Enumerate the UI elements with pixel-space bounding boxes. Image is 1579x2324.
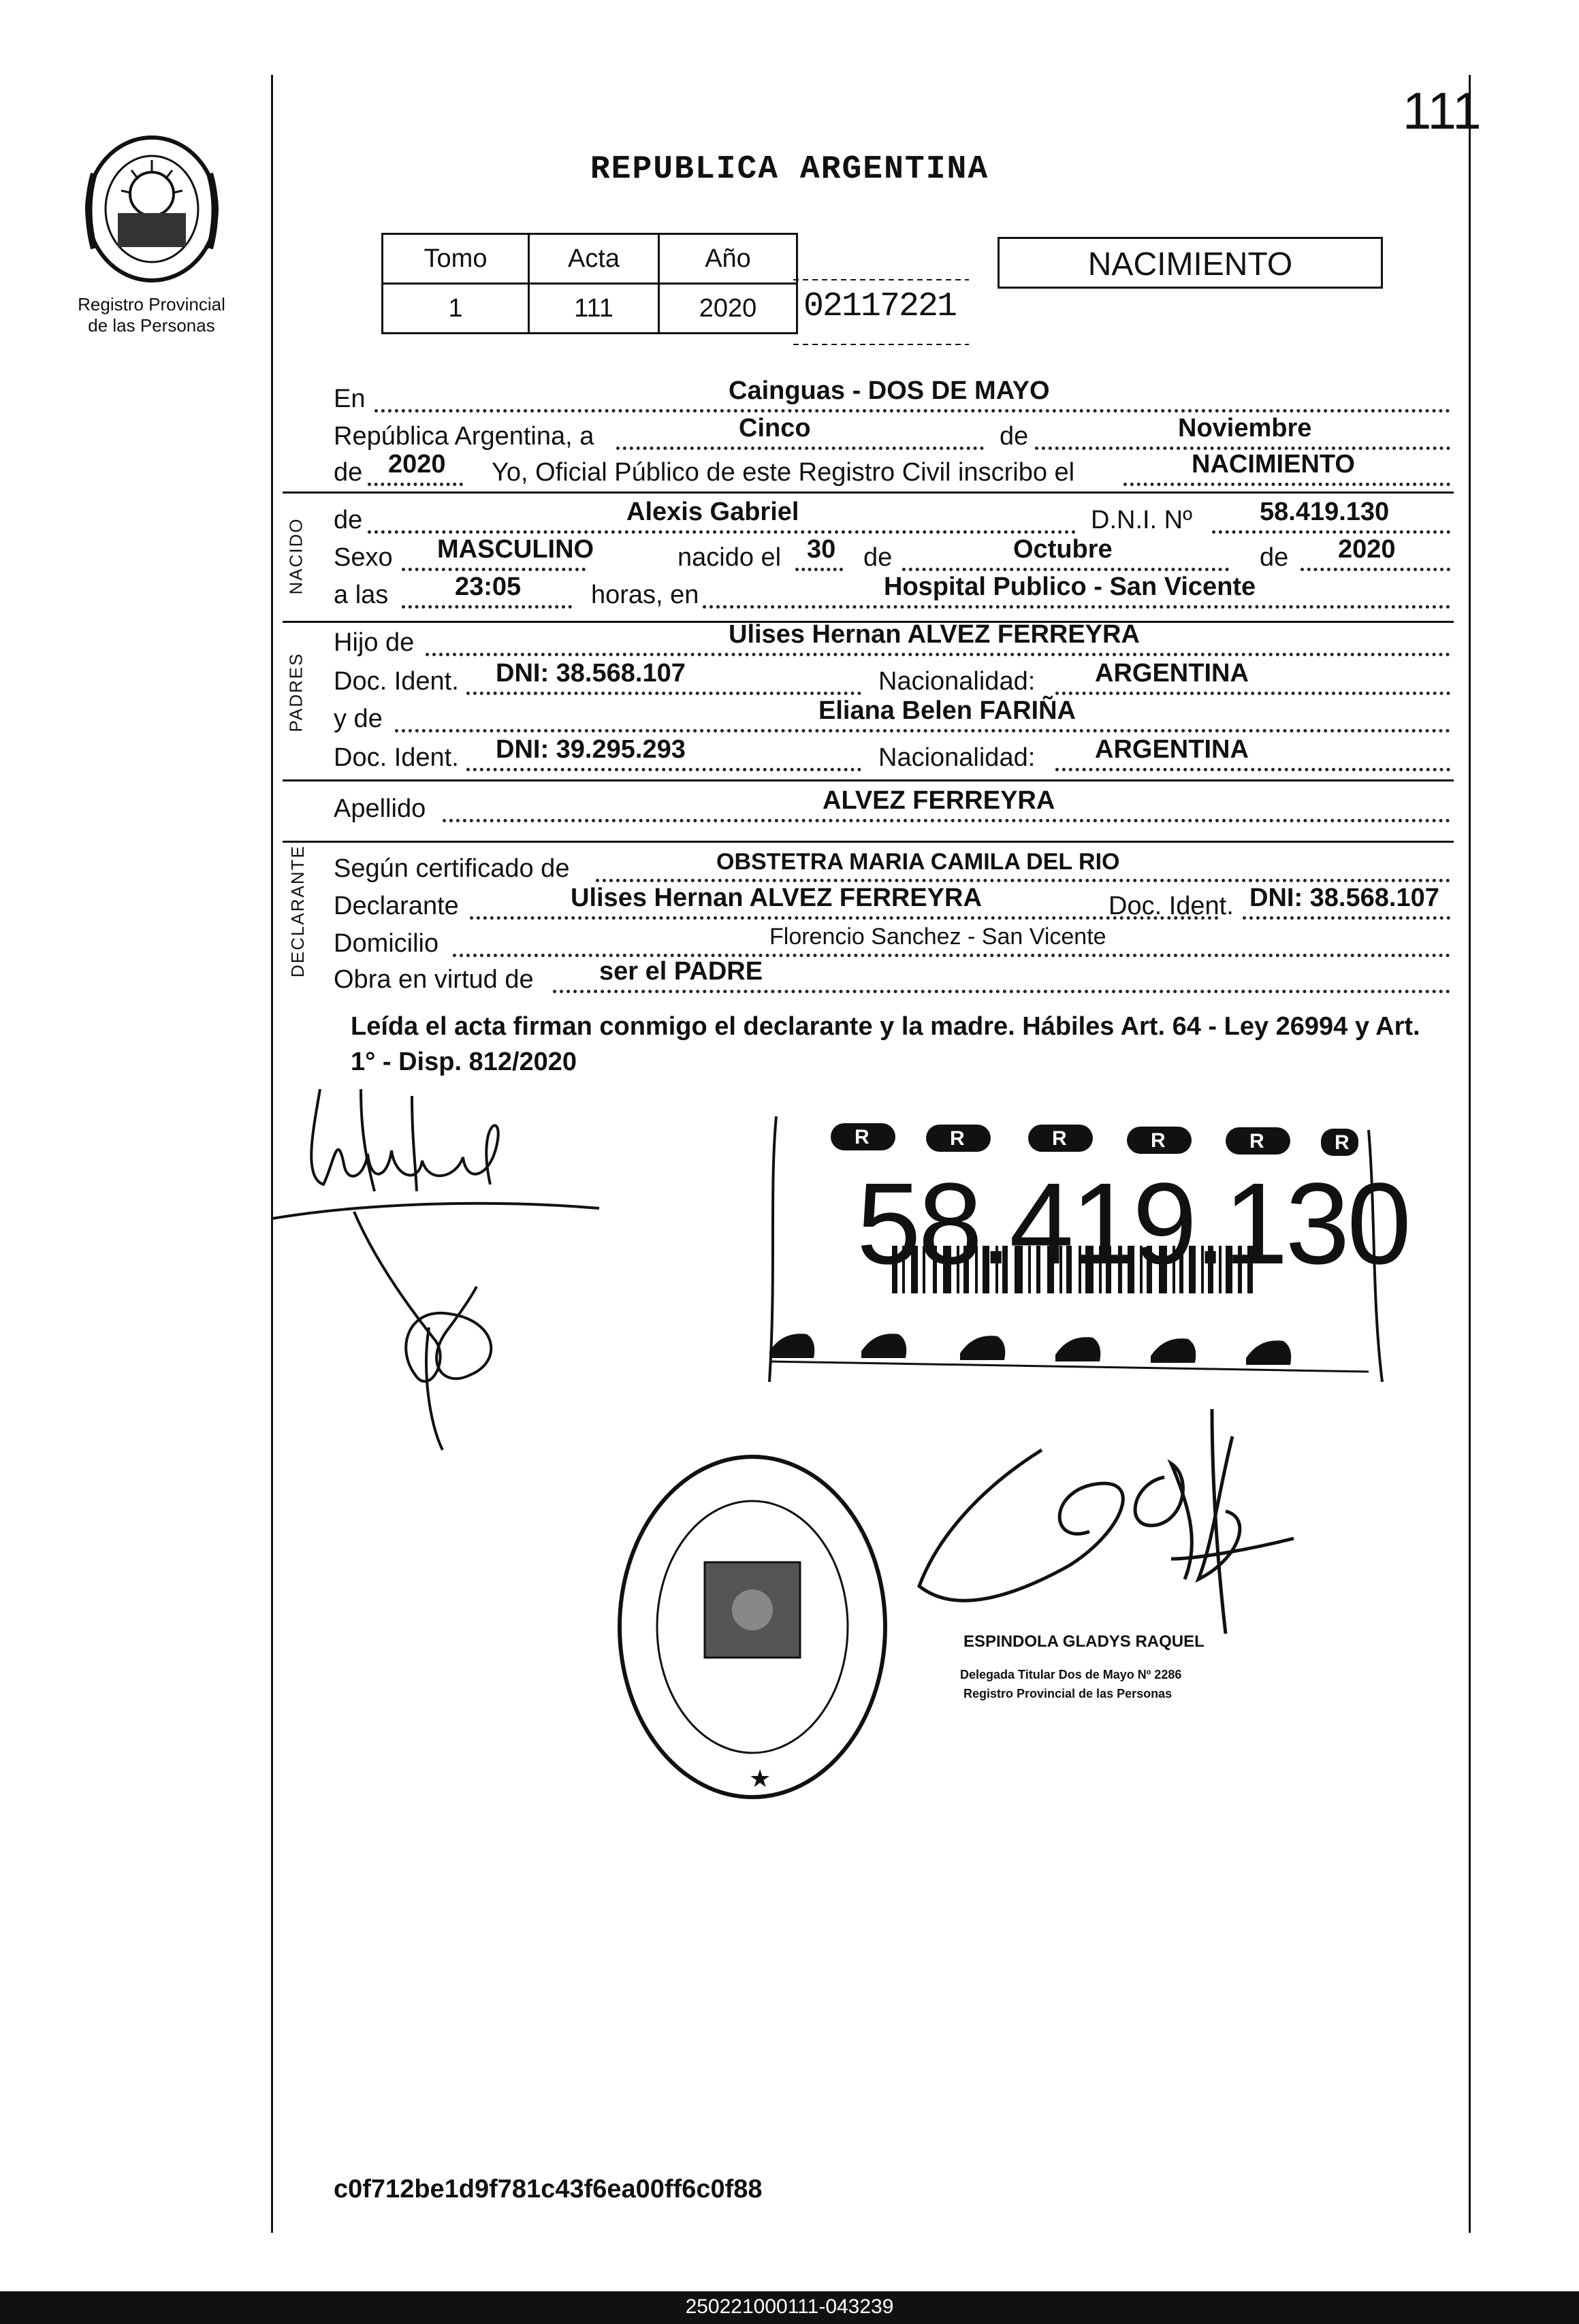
declarant-doc-value: DNI: 38.568.107 [1249, 884, 1439, 912]
dni-sticker-number: 58.419.130 [857, 1159, 1409, 1289]
svg-text:R: R [1151, 1129, 1166, 1152]
declarante-label: Declarante [334, 892, 459, 920]
en-label: En [334, 385, 366, 413]
logo-caption [54, 294, 249, 336]
row-certificate [334, 851, 1450, 886]
mother-doc-label: Doc. Ident. [334, 743, 459, 772]
name-label: de [334, 506, 363, 534]
birth-month-value: Octubre [1013, 535, 1113, 564]
sexo-label: Sexo [334, 543, 393, 572]
horas-label: horas, en [591, 581, 699, 609]
father-name-value: Ulises Hernan ALVEZ FERREYRA [729, 620, 1140, 649]
header-ano: Año [659, 234, 797, 284]
month-text-value: Noviembre [1178, 414, 1312, 442]
declarant-doc-label: Doc. Ident. [1109, 892, 1234, 920]
dni-label: D.N.I. Nº [1091, 506, 1192, 534]
father-nac-label: Nacionalidad: [878, 667, 1036, 696]
page-number: 111 [1403, 82, 1482, 140]
section-divider-3 [283, 779, 1454, 781]
row-time-place [334, 572, 1450, 613]
reason-value: ser el PADRE [599, 957, 763, 986]
row-mother-doc [334, 735, 1450, 775]
section-divider-1 [283, 491, 1454, 494]
republica-label: República Argentina, a [334, 422, 594, 451]
birth-day-value: 30 [807, 535, 836, 564]
country-title: REPUBLICA ARGENTINA [590, 151, 989, 188]
side-label-declarante: DECLARANTE [287, 845, 308, 978]
mother-doc-value: DNI: 39.295.293 [496, 735, 686, 764]
right-margin-line [1469, 75, 1471, 2233]
svg-text:R: R [1249, 1130, 1264, 1152]
year-prefix-label: de [334, 458, 363, 487]
mother-nac-value: ARGENTINA [1095, 735, 1249, 764]
row-name [334, 498, 1450, 538]
value-ano: 2020 [659, 284, 797, 334]
svg-text:★: ★ [749, 1765, 771, 1793]
sexo-value: MASCULINO [437, 535, 594, 564]
birth-de-label-2: de [1260, 543, 1289, 572]
value-acta: 111 [529, 284, 659, 334]
document-hash: c0f712be1d9f781c43f6ea00ff6c0f88 [334, 2175, 763, 2204]
certificado-label: Según certificado de [334, 854, 570, 883]
logo-caption-line2: de las Personas [88, 315, 215, 336]
row-birth [334, 535, 1450, 575]
father-nac-value: ARGENTINA [1095, 659, 1249, 688]
side-label-nacido: NACIDO [285, 517, 306, 595]
birth-year-value: 2020 [1338, 535, 1396, 564]
value-tomo: 1 [383, 284, 529, 334]
domicilio-label: Domicilio [334, 929, 439, 958]
de-label: de [1000, 422, 1029, 451]
certificate-value: OBSTETRA MARIA CAMILA DEL RIO [716, 849, 1120, 875]
side-label-padres: PADRES [285, 652, 306, 732]
official-name-line3: Registro Provincial de las Personas [963, 1687, 1173, 1700]
row-declarant [334, 884, 1450, 924]
registry-oval-seal [609, 1447, 895, 1807]
hijo-label: Hijo de [334, 628, 415, 657]
birth-place-value: Hospital Publico - San Vicente [884, 572, 1256, 601]
header-acta: Acta [529, 234, 659, 284]
record-reference-table [381, 233, 798, 334]
nacido-label: nacido el [677, 543, 782, 572]
yde-label: y de [334, 705, 383, 733]
father-doc-value: DNI: 38.568.107 [496, 659, 686, 688]
declarant-value: Ulises Hernan ALVEZ FERREYRA [571, 884, 982, 912]
name-value: Alexis Gabriel [626, 498, 799, 526]
code-dashed-top [793, 279, 969, 280]
svg-text:R: R [950, 1127, 965, 1150]
svg-text:R: R [1052, 1127, 1067, 1150]
row-mother [334, 696, 1450, 737]
logo-caption-line1: Registro Provincial [78, 294, 225, 314]
footer-id: 250221000111-043239 [685, 2295, 894, 2318]
father-doc-label: Doc. Ident. [334, 667, 459, 696]
row-date [334, 414, 1450, 454]
closing-statement: Leída el acta firman conmigo el declarante y la madre. Hábiles Art. 64 - Ley 26994 y Art. 1° - Disp. 812/2020 [351, 1012, 1420, 1076]
address-value: Florencio Sanchez - San Vicente [769, 924, 1106, 950]
mother-name-value: Eliana Belen FARIÑA [818, 696, 1076, 725]
apellido-label: Apellido [334, 794, 426, 823]
row-surname [334, 786, 1450, 826]
inscribe-text: Yo, Oficial Público de este Registro Civil inscribo el [492, 458, 1075, 487]
birth-de-label: de [863, 543, 893, 572]
official-signature [912, 1409, 1321, 1634]
year-value: 2020 [388, 450, 446, 479]
day-text-value: Cinco [739, 414, 811, 442]
row-place [334, 376, 1450, 417]
document-type-box: NACIMIENTO [998, 237, 1383, 289]
declarant-signature [272, 1082, 626, 1464]
mother-nac-label: Nacionalidad: [878, 743, 1036, 772]
official-name-line1: ESPINDOLA GLADYS RAQUEL [963, 1632, 1205, 1651]
row-address [334, 926, 1450, 961]
code-dashed-bottom [793, 344, 969, 345]
hora-value: 23:05 [455, 572, 522, 601]
row-father-doc [334, 659, 1450, 699]
official-name-line2: Delegada Titular Dos de Mayo Nº 2286 [960, 1668, 1182, 1681]
place-value: Cainguas - DOS DE MAYO [729, 376, 1050, 405]
row-reason [334, 957, 1450, 997]
svg-text:R: R [1335, 1131, 1350, 1154]
dni-value: 58.419.130 [1260, 498, 1390, 526]
header-tomo: Tomo [383, 234, 529, 284]
svg-text:R: R [855, 1126, 870, 1148]
surname-value: ALVEZ FERREYRA [823, 786, 1055, 815]
obra-label: Obra en virtud de [334, 965, 534, 994]
event-value: NACIMIENTO [1192, 450, 1355, 479]
registry-code: 02117221 [803, 287, 957, 326]
row-father [334, 620, 1450, 660]
hora-label: a las [334, 581, 389, 609]
row-inscribe [334, 450, 1450, 490]
section-divider-4 [283, 841, 1454, 843]
